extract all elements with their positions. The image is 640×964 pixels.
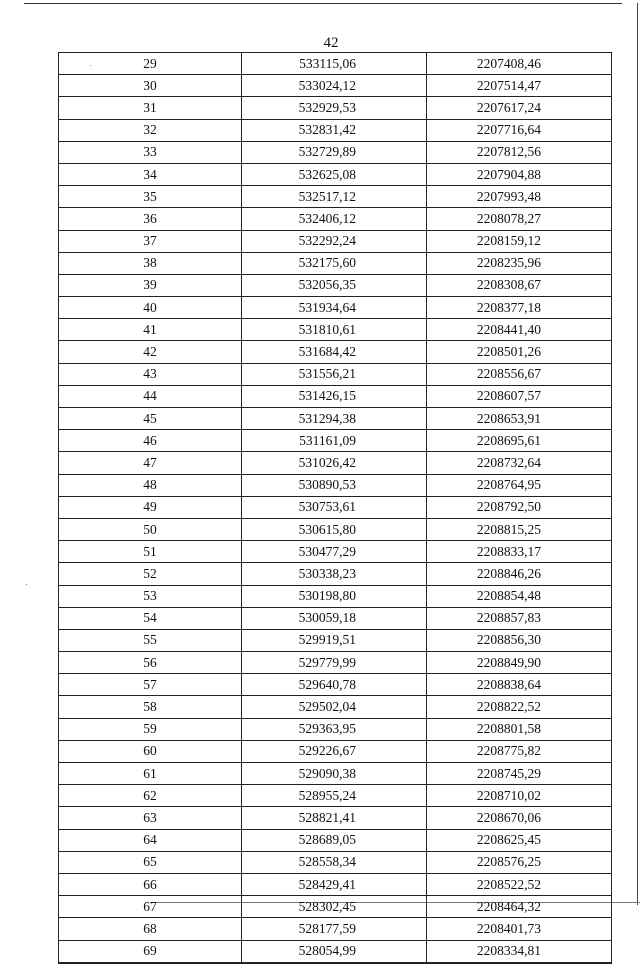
- x-coordinate-cell: 532056,35: [242, 274, 427, 296]
- table-row: [59, 629, 612, 651]
- point-number-cell: 67: [59, 896, 242, 918]
- x-coordinate-cell: 532729,89: [242, 141, 427, 163]
- x-coordinate-cell: 528429,41: [242, 873, 427, 895]
- y-coordinate-cell: 2208732,64: [427, 452, 612, 474]
- table-row: [59, 807, 612, 829]
- table-row: [59, 873, 612, 895]
- x-coordinate-cell: 532406,12: [242, 208, 427, 230]
- y-coordinate-cell: 2208078,27: [427, 208, 612, 230]
- table-row: [59, 452, 612, 474]
- table-row: [59, 252, 612, 274]
- y-coordinate-cell: 2207408,46: [427, 53, 612, 75]
- point-number-cell: 53: [59, 585, 242, 607]
- table-row: [59, 319, 612, 341]
- x-coordinate-cell: 531161,09: [242, 430, 427, 452]
- table-row: [59, 607, 612, 629]
- x-coordinate-cell: 529226,67: [242, 740, 427, 762]
- y-coordinate-cell: 2208653,91: [427, 408, 612, 430]
- point-number-cell: 65: [59, 851, 242, 873]
- y-coordinate-cell: 2208308,67: [427, 274, 612, 296]
- table-row: [59, 341, 612, 363]
- y-coordinate-cell: 2208556,67: [427, 363, 612, 385]
- point-number-cell: 59: [59, 718, 242, 740]
- point-number-cell: 44: [59, 385, 242, 407]
- point-number-cell: 55: [59, 629, 242, 651]
- point-number-cell: 37: [59, 230, 242, 252]
- x-coordinate-cell: 530198,80: [242, 585, 427, 607]
- x-coordinate-cell: 530615,80: [242, 518, 427, 540]
- x-coordinate-cell: 528821,41: [242, 807, 427, 829]
- y-coordinate-cell: 2208625,45: [427, 829, 612, 851]
- x-coordinate-cell: 532175,60: [242, 252, 427, 274]
- coordinates-table: [58, 52, 612, 964]
- point-number-cell: 47: [59, 452, 242, 474]
- x-coordinate-cell: 532292,24: [242, 230, 427, 252]
- table-row: [59, 186, 612, 208]
- table-row: [59, 496, 612, 518]
- scan-mark: [26, 584, 27, 585]
- table-row: [59, 563, 612, 585]
- point-number-cell: 62: [59, 785, 242, 807]
- table-row: [59, 652, 612, 674]
- table-row: [59, 740, 612, 762]
- point-number-cell: 52: [59, 563, 242, 585]
- y-coordinate-cell: 2208854,48: [427, 585, 612, 607]
- y-coordinate-cell: 2208464,32: [427, 896, 612, 918]
- point-number-cell: 48: [59, 474, 242, 496]
- point-number-cell: 51: [59, 541, 242, 563]
- point-number-cell: 63: [59, 807, 242, 829]
- y-coordinate-cell: 2207514,47: [427, 75, 612, 97]
- y-coordinate-cell: 2208833,17: [427, 541, 612, 563]
- y-coordinate-cell: 2207812,56: [427, 141, 612, 163]
- table-row: [59, 518, 612, 540]
- table-row: [59, 785, 612, 807]
- point-number-cell: 40: [59, 297, 242, 319]
- y-coordinate-cell: 2208235,96: [427, 252, 612, 274]
- point-number-cell: 31: [59, 97, 242, 119]
- point-number-cell: 49: [59, 496, 242, 518]
- point-number-cell: 50: [59, 518, 242, 540]
- table-row: [59, 763, 612, 785]
- point-number-cell: 29: [59, 53, 242, 75]
- table-row: [59, 541, 612, 563]
- table-row: [59, 851, 612, 873]
- y-coordinate-cell: 2207993,48: [427, 186, 612, 208]
- point-number-cell: 57: [59, 674, 242, 696]
- y-coordinate-cell: 2207904,88: [427, 163, 612, 185]
- x-coordinate-cell: 528558,34: [242, 851, 427, 873]
- y-coordinate-cell: 2207617,24: [427, 97, 612, 119]
- table-row: [59, 385, 612, 407]
- x-coordinate-cell: 528689,05: [242, 829, 427, 851]
- y-coordinate-cell: 2208522,52: [427, 873, 612, 895]
- point-number-cell: 32: [59, 119, 242, 141]
- point-number-cell: 56: [59, 652, 242, 674]
- y-coordinate-cell: 2208501,26: [427, 341, 612, 363]
- table-row: [59, 696, 612, 718]
- table-row: [59, 208, 612, 230]
- y-coordinate-cell: 2208846,26: [427, 563, 612, 585]
- x-coordinate-cell: 532929,53: [242, 97, 427, 119]
- x-coordinate-cell: 531026,42: [242, 452, 427, 474]
- table-row: [59, 97, 612, 119]
- y-coordinate-cell: 2208159,12: [427, 230, 612, 252]
- x-coordinate-cell: 531556,21: [242, 363, 427, 385]
- x-coordinate-cell: 533024,12: [242, 75, 427, 97]
- x-coordinate-cell: 530477,29: [242, 541, 427, 563]
- y-coordinate-cell: 2208745,29: [427, 763, 612, 785]
- y-coordinate-cell: 2208775,82: [427, 740, 612, 762]
- x-coordinate-cell: 528054,99: [242, 940, 427, 963]
- table-row: [59, 274, 612, 296]
- x-coordinate-cell: 529640,78: [242, 674, 427, 696]
- y-coordinate-cell: 2208710,02: [427, 785, 612, 807]
- page-edge-top: [24, 3, 622, 4]
- x-coordinate-cell: 532517,12: [242, 186, 427, 208]
- point-number-cell: 69: [59, 940, 242, 963]
- table-row: [59, 297, 612, 319]
- x-coordinate-cell: 529502,04: [242, 696, 427, 718]
- point-number-cell: 39: [59, 274, 242, 296]
- table-row: [59, 829, 612, 851]
- x-coordinate-cell: 528177,59: [242, 918, 427, 940]
- table-row: [59, 896, 612, 918]
- x-coordinate-cell: 532831,42: [242, 119, 427, 141]
- table-row: [59, 53, 612, 75]
- y-coordinate-cell: 2208441,40: [427, 319, 612, 341]
- point-number-cell: 30: [59, 75, 242, 97]
- y-coordinate-cell: 2208822,52: [427, 696, 612, 718]
- x-coordinate-cell: 530338,23: [242, 563, 427, 585]
- coordinates-table-body: [59, 53, 612, 963]
- y-coordinate-cell: 2208792,50: [427, 496, 612, 518]
- y-coordinate-cell: 2208576,25: [427, 851, 612, 873]
- y-coordinate-cell: 2207716,64: [427, 119, 612, 141]
- y-coordinate-cell: 2208838,64: [427, 674, 612, 696]
- table-row: [59, 141, 612, 163]
- table-row: [59, 363, 612, 385]
- point-number-cell: 61: [59, 763, 242, 785]
- x-coordinate-cell: 529363,95: [242, 718, 427, 740]
- point-number-cell: 33: [59, 141, 242, 163]
- x-coordinate-cell: 529090,38: [242, 763, 427, 785]
- table-row: [59, 408, 612, 430]
- page-edge-right: [637, 3, 638, 905]
- y-coordinate-cell: 2208764,95: [427, 474, 612, 496]
- y-coordinate-cell: 2208377,18: [427, 297, 612, 319]
- x-coordinate-cell: 530753,61: [242, 496, 427, 518]
- table-row: [59, 585, 612, 607]
- x-coordinate-cell: 531684,42: [242, 341, 427, 363]
- x-coordinate-cell: 528302,45: [242, 896, 427, 918]
- point-number-cell: 36: [59, 208, 242, 230]
- point-number-cell: 42: [59, 341, 242, 363]
- x-coordinate-cell: 531810,61: [242, 319, 427, 341]
- y-coordinate-cell: 2208849,90: [427, 652, 612, 674]
- x-coordinate-cell: 530059,18: [242, 607, 427, 629]
- y-coordinate-cell: 2208607,57: [427, 385, 612, 407]
- y-coordinate-cell: 2208815,25: [427, 518, 612, 540]
- x-coordinate-cell: 531426,15: [242, 385, 427, 407]
- table-row: [59, 674, 612, 696]
- x-coordinate-cell: 531934,64: [242, 297, 427, 319]
- table-row: [59, 430, 612, 452]
- x-coordinate-cell: 531294,38: [242, 408, 427, 430]
- x-coordinate-cell: 529779,99: [242, 652, 427, 674]
- x-coordinate-cell: 533115,06: [242, 53, 427, 75]
- y-coordinate-cell: 2208801,58: [427, 718, 612, 740]
- table-row: [59, 75, 612, 97]
- x-coordinate-cell: 532625,08: [242, 163, 427, 185]
- table-row: [59, 119, 612, 141]
- point-number-cell: 41: [59, 319, 242, 341]
- y-coordinate-cell: 2208401,73: [427, 918, 612, 940]
- y-coordinate-cell: 2208856,30: [427, 629, 612, 651]
- y-coordinate-cell: 2208334,81: [427, 940, 612, 963]
- point-number-cell: 54: [59, 607, 242, 629]
- x-coordinate-cell: 529919,51: [242, 629, 427, 651]
- table-row: [59, 230, 612, 252]
- point-number-cell: 68: [59, 918, 242, 940]
- page-number: 42: [323, 35, 339, 51]
- point-number-cell: 34: [59, 163, 242, 185]
- point-number-cell: 46: [59, 430, 242, 452]
- point-number-cell: 60: [59, 740, 242, 762]
- y-coordinate-cell: 2208670,06: [427, 807, 612, 829]
- y-coordinate-cell: 2208695,61: [427, 430, 612, 452]
- point-number-cell: 58: [59, 696, 242, 718]
- table-row: [59, 163, 612, 185]
- table-row: [59, 918, 612, 940]
- y-coordinate-cell: 2208857,83: [427, 607, 612, 629]
- x-coordinate-cell: 530890,53: [242, 474, 427, 496]
- table-row: [59, 718, 612, 740]
- point-number-cell: 66: [59, 873, 242, 895]
- point-number-cell: 38: [59, 252, 242, 274]
- x-coordinate-cell: 528955,24: [242, 785, 427, 807]
- point-number-cell: 64: [59, 829, 242, 851]
- table-row: [59, 474, 612, 496]
- table-row: [59, 940, 612, 963]
- point-number-cell: 43: [59, 363, 242, 385]
- point-number-cell: 45: [59, 408, 242, 430]
- point-number-cell: 35: [59, 186, 242, 208]
